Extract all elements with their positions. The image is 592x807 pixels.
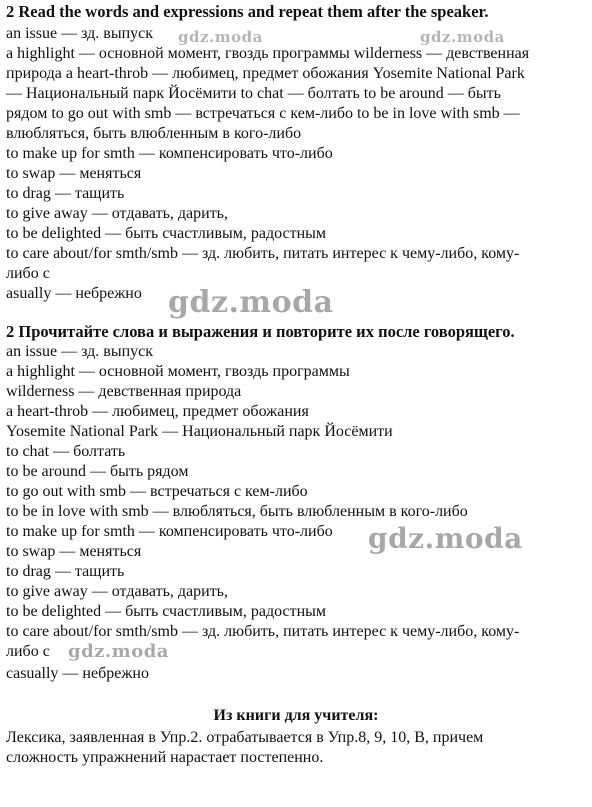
vocab-line: to be delighted — быть счастливым, радостным xyxy=(6,225,327,242)
vocab-line: a heart-throb — любимец, предмет обожания xyxy=(6,403,309,420)
watermark-logo: gdz.moda xyxy=(168,285,334,320)
vocab-line: to make up for smth — компенсировать что-либо xyxy=(6,145,333,162)
vocab-line: to care about/for smth/smb — зд. любить, питать интерес к чему-либо, кому- xyxy=(6,245,520,262)
vocab-line: природа a heart-throb — любимец, предмет обожания Yosemite National Park xyxy=(6,65,525,82)
vocab-line: an issue — зд. выпуск xyxy=(6,343,154,360)
vocab-line: to go out with smb — встречаться с кем-либо xyxy=(6,483,308,500)
vocab-line: to be delighted — быть счастливым, радостным xyxy=(6,603,327,620)
vocab-line: to make up for smth — компенсировать что-либо xyxy=(6,523,333,540)
vocab-line: либо с xyxy=(6,265,50,282)
watermark-logo: gdz.moda xyxy=(368,522,523,555)
vocab-line: to give away — отдавать, дарить, xyxy=(6,583,228,600)
vocab-line: Yosemite National Park — Национальный парк Йосёмити xyxy=(6,423,393,440)
vocab-line: to be in love with smb — влюбляться, быть влюбленным в кого-либо xyxy=(6,503,468,520)
vocab-line: wilderness — девственная природа xyxy=(6,383,242,400)
vocab-line: asually — небрежно xyxy=(6,285,142,302)
vocab-line: to drag — тащить xyxy=(6,563,125,580)
vocab-line: to drag — тащить xyxy=(6,185,125,202)
vocab-line: a highlight — основной момент, гвоздь программы wilderness — девственная xyxy=(6,45,530,62)
watermark-logo: gdz.moda xyxy=(420,28,505,46)
vocab-line: влюбляться, быть влюбленным в кого-либо xyxy=(6,125,302,142)
watermark-logo: gdz.moda xyxy=(68,641,169,662)
exercise-heading-en: 2 Read the words and expressions and repeat them after the speaker. xyxy=(6,2,489,21)
vocab-line: — Национальный парк Йосёмити to chat — болтать to be around — быть xyxy=(6,85,501,102)
vocab-line: to care about/for smth/smb — зд. любить, питать интерес к чему-либо, кому- xyxy=(6,623,520,640)
watermark-logo: gdz.moda xyxy=(178,28,263,46)
vocab-line: a highlight — основной момент, гвоздь программы xyxy=(6,363,350,380)
vocab-line: to give away — отдавать, дарить, xyxy=(6,205,228,222)
vocab-line: an issue — зд. выпуск xyxy=(6,25,154,42)
teacher-note-line: сложность упражнений нарастает постепенно. xyxy=(6,749,324,766)
vocab-line: to chat — болтать xyxy=(6,443,126,460)
vocab-line: to be around — быть рядом xyxy=(6,463,189,480)
vocab-line: casually — небрежно xyxy=(6,665,149,682)
vocab-line: рядом to go out with smb — встречаться с кем-либо to be in love with smb — xyxy=(6,105,520,122)
exercise-heading-ru: 2 Прочитайте слова и выражения и повторите их после говорящего. xyxy=(6,322,515,341)
vocab-line: либо с xyxy=(6,643,50,660)
vocab-line: to swap — меняться xyxy=(6,165,142,182)
teacher-note-line: Лексика, заявленная в Упр.2. отрабатывается в Упр.8, 9, 10, В, причем xyxy=(6,729,484,746)
teacher-note-title: Из книги для учителя: xyxy=(213,707,379,724)
vocab-line: to swap — меняться xyxy=(6,543,142,560)
